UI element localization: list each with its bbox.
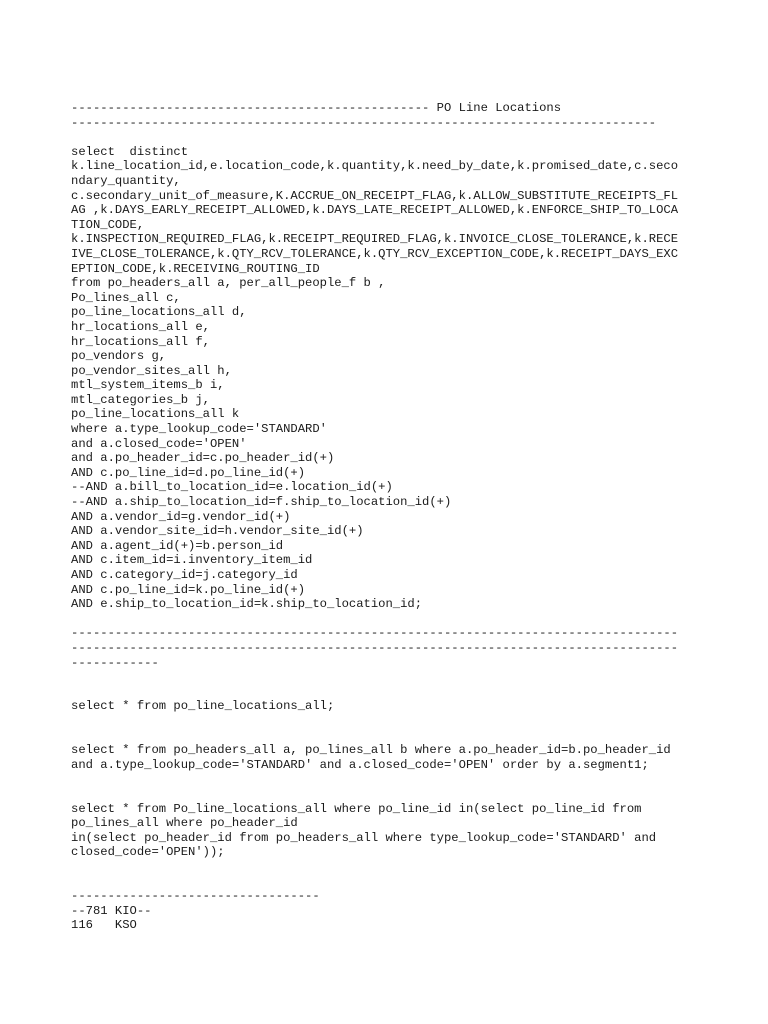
document-line: and a.closed_code='OPEN' [71,436,247,451]
document-line [71,874,701,889]
document-line: AND a.vendor_id=g.vendor_id(+) [71,509,291,524]
document-line: AND c.item_id=i.inventory_item_id [71,553,313,568]
document-line: 116 KSO [71,918,137,933]
document-line: AND c.category_id=j.category_id [71,568,298,582]
document-line: ndary_quantity, [71,173,181,188]
document-line: --AND a.bill_to_location_id=e.location_id(+) [71,480,393,495]
document-line [71,612,701,627]
document-line: ----------------------------------------------------------------------------------- [71,626,679,641]
document-line: po_vendor_sites_all h, [71,363,232,378]
document-line: ----------------------------------------------------------------------------------- [71,640,679,655]
document-line: k.INSPECTION_REQUIRED_FLAG,k.RECEIPT_REQUIRED_FLAG,k.INVOICE_CLOSE_TOLERANCE,k.RECE [71,232,679,247]
document-line: -------------------------------------------------------------------------------- [71,115,657,130]
document-line: Po_lines_all c, [71,290,181,305]
document-line: k.line_location_id,e.location_code,k.quantity,k.need_by_date,k.promised_date,c.seco [71,159,679,174]
document-line: po_lines_all where po_header_id [71,816,298,831]
document-line: ------------ [71,655,159,670]
document-line [71,714,701,729]
document-line: c.secondary_unit_of_measure,K.ACCRUE_ON_RECEIPT_FLAG,k.ALLOW_SUBSTITUTE_RECEIPTS_FL [71,188,679,203]
document-line [71,729,701,744]
document-line: ---------------------------------- [71,889,320,904]
document-line: AND c.po_line_id=k.po_line_id(+) [71,582,306,597]
document-line: TION_CODE, [71,217,145,232]
document-line: --781 KIO-- [71,903,152,918]
document-line: closed_code='OPEN')); [71,845,225,860]
document-line: AND a.agent_id(+)=b.person_id [71,538,284,553]
document-line: hr_locations_all f, [71,334,210,349]
document-line: where a.type_lookup_code='STANDARD' [71,422,327,437]
document-line: ------------------------------------------------- PO Line Locations [71,101,562,115]
document-line: hr_locations_all e, [71,319,210,334]
document-line: EPTION_CODE,k.RECEIVING_ROUTING_ID [71,261,320,276]
document-line [71,772,701,787]
document-line: select * from Po_line_locations_all where po_line_id in(select po_line_id from [71,801,642,816]
document-line: AND c.po_line_id=d.po_line_id(+) [71,465,306,480]
document-line: po_vendors g, [71,349,167,364]
document-line: IVE_CLOSE_TOLERANCE,k.QTY_RCV_TOLERANCE,k.QTY_RCV_EXCEPTION_CODE,k.RECEIPT_DAYS_EXC [71,246,679,261]
document-line [71,130,701,145]
document-line: from po_headers_all a, per_all_people_f b , [71,276,386,291]
document-line [71,787,701,802]
document-line [71,685,701,700]
document-line: select * from po_headers_all a, po_lines_all b where a.po_header_id=b.po_header_id [71,743,671,758]
document-line: mtl_system_items_b i, [71,378,225,393]
document-line: AG ,k.DAYS_EARLY_RECEIPT_ALLOWED,k.DAYS_LATE_RECEIPT_ALLOWED,k.ENFORCE_SHIP_TO_LOCA [71,203,679,218]
document-line: select * from po_line_locations_all; [71,699,335,714]
document-line: po_line_locations_all d, [71,305,247,320]
document-line: --AND a.ship_to_location_id=f.ship_to_location_id(+) [71,495,452,510]
document-line: AND a.vendor_site_id=h.vendor_site_id(+) [71,524,364,539]
document-line: mtl_categories_b j, [71,392,210,407]
document-line: and a.type_lookup_code='STANDARD' and a.closed_code='OPEN' order by a.segment1; [71,757,649,772]
document-line: AND e.ship_to_location_id=k.ship_to_location_id; [71,597,423,612]
document-line: in(select po_header_id from po_headers_all where type_lookup_code='STANDARD' and [71,830,657,845]
document-line: and a.po_header_id=c.po_header_id(+) [71,451,335,466]
document-line [71,670,701,685]
document-line: select distinct [71,144,189,159]
sql-document [71,101,701,933]
document-line [71,860,701,875]
document-line: po_line_locations_all k [71,407,240,422]
